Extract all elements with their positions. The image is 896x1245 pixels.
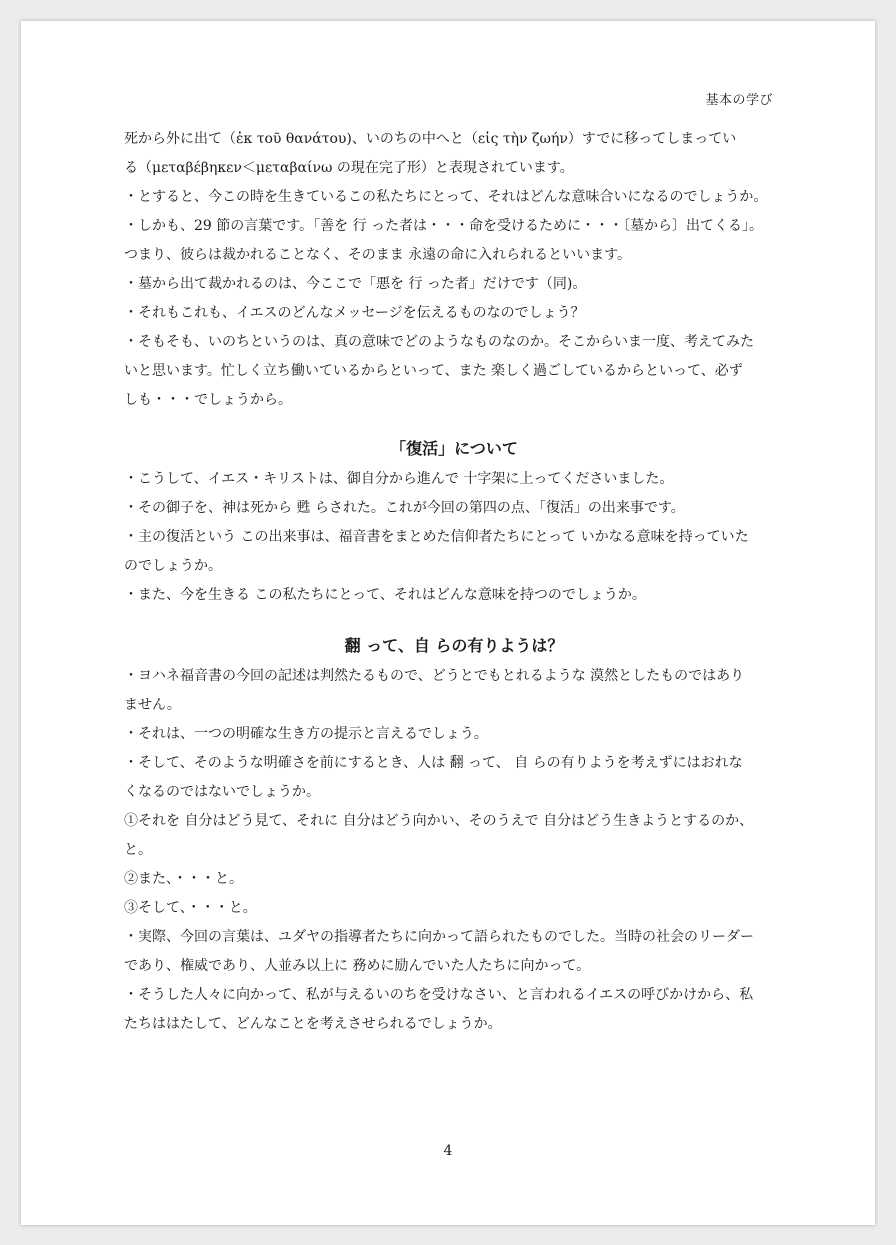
body-line: と。: [124, 842, 152, 858]
body-line: る（μεταβέβηκεν＜μεταβαίνω の現在完了形）と表現されています。: [124, 160, 574, 176]
body-line: ・その御子を、神は死から 甦 らされた。これが今回の第四の点、「復活」の出来事です。: [124, 500, 685, 516]
body-line: ・こうして、イエス・キリストは、御自分から進んで 十字架に上ってくださいました。: [124, 471, 674, 487]
body-line: のでしょうか。: [124, 558, 222, 574]
body-line: ③そして、・・・と。: [124, 900, 257, 916]
body-line: であり、権威であり、人並み以上に 務めに励んでいた人たちに向かって。: [124, 958, 591, 974]
body-line: ・実際、今回の言葉は、ユダヤの指導者たちに向かって語られたものでした。当時の社会のリーダー: [124, 929, 754, 945]
body-line: ・そうした人々に向かって、私が与えるいのちを受けなさい、と言われるイエスの呼びかけから、私: [124, 987, 754, 1003]
page-number: 4: [443, 1143, 453, 1159]
body-line: ・しかも、29 節の言葉です。「善を 行 った者は・・・命を受けるために・・・〔墓から〕出てくる」。: [124, 218, 764, 234]
body-line: くなるのではないでしょうか。: [124, 784, 320, 800]
body-line: ・そして、そのような明確さを前にするとき、人は 翻 って、 自 らの有りようを考えずにはおれな: [124, 755, 743, 771]
body-line: 死から外に出て（ἐκ τοῦ θανάτου)、いのちの中へと（εἰς τὴν ζωήν）すでに移ってしまってい: [124, 131, 737, 147]
body-line: しも・・・でしょうから。: [124, 392, 292, 408]
body-line: ・墓から出て裁かれるのは、今ここで「悪を 行 った者」だけです（同)。: [124, 276, 587, 292]
body-line: ・ヨハネ福音書の今回の記述は判然たるもので、どうとでもとれるような 漠然としたものではあり: [124, 668, 745, 684]
running-title: 基本の学び: [705, 93, 773, 108]
document-page: [21, 21, 875, 1225]
body-line: ・それは、一つの明確な生き方の提示と言えるでしょう。: [124, 726, 488, 742]
body-line: ・そもそも、いのちというのは、真の意味でどのようなものなのか。そこからいま一度、考えてみた: [124, 334, 754, 350]
body-line: たちははたして、どんなことを考えさせられるでしょうか。: [124, 1016, 502, 1032]
body-line: ません。: [124, 697, 181, 713]
body-line: つまり、彼らは裁かれることなく、そのまま 永遠の命に入れられるといいます。: [124, 247, 632, 263]
page-body: [124, 125, 784, 1039]
body-line: ②また、・・・と。: [124, 871, 243, 887]
body-line: ①それを 自分はどう見て、それに 自分はどう向かい、そのうえで 自分はどう生きようとするのか、: [124, 813, 754, 829]
section-heading-resurrection: 「復活」について: [390, 439, 518, 458]
section-heading-reflection: 翻 って、自 らの有りようは？: [344, 636, 564, 655]
body-line: ・それもこれも、イエスのどんなメッセージを伝えるものなのでしょう？: [124, 305, 585, 321]
body-line: ・とすると、今この時を生きているこの私たちにとって、それはどんな意味合いになるのでしょうか。: [124, 189, 768, 205]
body-line: ・また、今を生きる この私たちにとって、それはどんな意味を持つのでしょうか。: [124, 587, 646, 603]
body-line: ・主の復活という この出来事は、福音書をまとめた信仰者たちにとって いかなる意味を持っていた: [124, 529, 749, 545]
body-line: いと思います。忙しく立ち働いているからといって、また 楽しく過ごしているからといって、必ず: [124, 363, 743, 379]
